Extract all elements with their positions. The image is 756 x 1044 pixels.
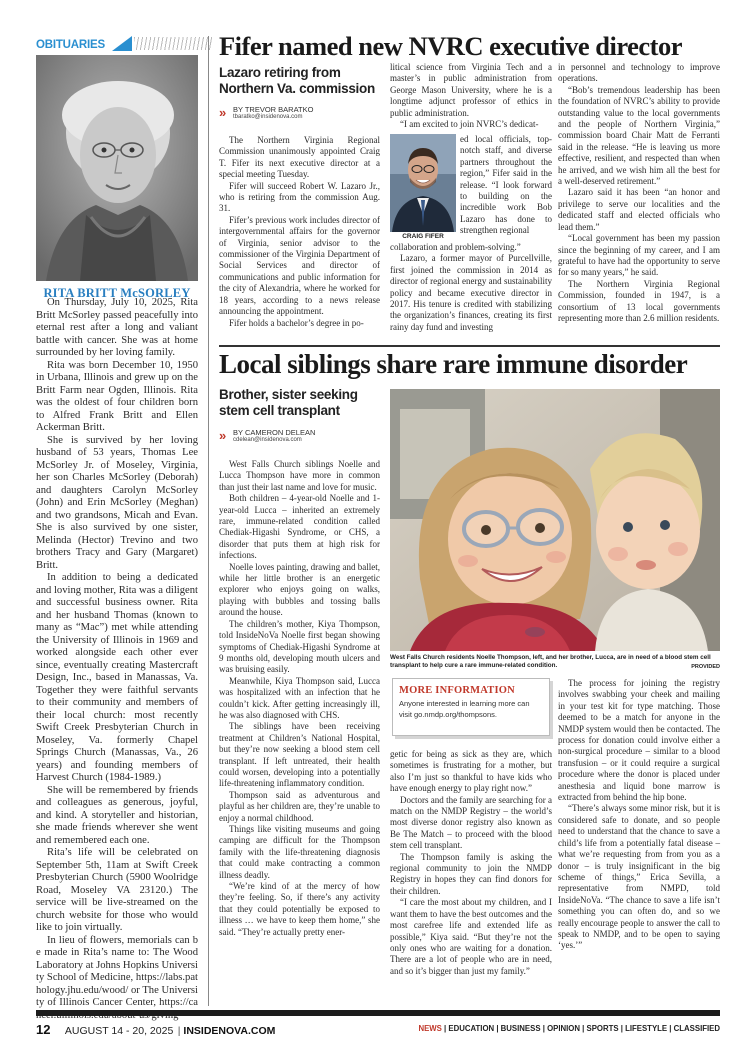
footer	[36, 1021, 720, 1039]
obituary-paragraph: She will be remembered by friends and colleagues as generous, joyful, and kind. A storyteller and historian, she made friends wherever she went and remembered each one.	[36, 784, 198, 846]
story1-paragraph: ed local officials, top-notch staff, and diverse partners throughout the region,” Fifer said in the release. “I look forward to building on the incredible work Bob Lazaro has done to strengthen regional	[460, 134, 552, 236]
story1-paragraph: collaboration and problem-solving.”	[390, 242, 521, 252]
obituary-portrait	[36, 55, 198, 281]
story1-col2-wrap	[460, 134, 552, 237]
story1-email[interactable]: tbaratko@insidenova.com	[233, 114, 303, 120]
craig-fifer-photo	[390, 134, 456, 232]
photo-credit: PROVIDED	[691, 664, 720, 670]
nav-business[interactable]: BUSINESS	[500, 1024, 541, 1033]
story2-email[interactable]: cdelean@insidenova.com	[233, 437, 302, 443]
craig-fifer-caption: CRAIG FIFER	[402, 233, 444, 240]
nav-classified[interactable]: CLASSIFIED	[673, 1024, 720, 1033]
story-separator	[219, 345, 720, 347]
obituaries-triangle-icon	[112, 36, 132, 51]
story2-paragraph: Meanwhile, Kiya Thompson said, Lucca was hospitalized with an infection that he couldn’t kick. After getting increasingly ill, he was also diagnosed with CHS.	[219, 675, 380, 720]
story1-paragraph: litical science from Virginia Tech and a master’s in public administration from George Mason University, where he is a longtime adjunct professor of ethics in public administration.	[390, 62, 552, 118]
story2-paragraph: The process for joining the registry involves swabbing your cheek and mailing in your test kit for type matching. Those deemed to be a match for anyone in the NMDP system would then be contacted. The process for donation could involve either a non-surgical procedure – similar to a blood transfusion – or it could require a surgical procedure where the donor is placed under anesthesia and liquid bone marrow is extracted from behind the hip bone.	[558, 678, 720, 803]
more-info-box	[392, 678, 550, 736]
obituary-paragraph: On Thursday, July 10, 2025, Rita Britt McSorley passed peacefully into eternal rest after a long and valiant battle with cancer. She was at home surrounded by her loving family.	[36, 297, 198, 358]
story1-col1	[219, 135, 380, 329]
more-info-text[interactable]: Anyone interested in learning more can visit go.nmdp.org/thompsons.	[399, 699, 530, 719]
story2-paragraph: The Thompson family is asking the regional community to join the NMDP Registry in hopes they can find donors for their children.	[390, 851, 552, 896]
story1-paragraph: The Northern Virginia Regional Commission unanimously appointed Craig T. Fifer its next executive director at a special meeting Tuesday.	[219, 135, 380, 180]
story2-headline: Local siblings share rare immune disorder	[219, 349, 688, 379]
obituary-paragraph: In addition to being a dedicated and loving mother, Rita was a diligent and successful business owner. Rita and her husband Thomas (known to many as “Mac”) met while attending the University of Illinois in 1969 and worked alongside each other ever since, eventually creating Mastercraft Design, Inc., based in Manassas, Va. Together they were faithful servants to their community and members of their local church: most recently Swift Creek Presbyterian Church in Moseley, Va. formerly Chapel Springs Church (Manassas, Va., 26 years) and founding members of Harvest Church (1984-1989.)	[36, 572, 198, 783]
story2-byline-text: BY CAMERON DELEAN	[233, 428, 316, 437]
story2-paragraph: “There’s always some minor risk, but it is considered safe to donate, and so people need to understand that the chance to save a child’s life from a potentially fatal disease – what we’re requesting from from you as a donor – is truly insignificant in the big scheme of things,” Erica Sevilla, a representative from NMPD, told InsideNoVa. “The chance to save a life isn’t something you can often do, and so we really encourage people to answer the call to speak to NMDP, and to be open to saying ‘yes.’”	[558, 803, 720, 951]
byline-chevron-icon: »	[219, 105, 227, 120]
story2-paragraph: Both children – 4-year-old Noelle and 1-year-old Lucca – inherited an extremely rare, immune-related condition called Chediak-Higashi Syndrome, or CHS, a disorder that puts them at high risk for infections.	[219, 493, 380, 561]
story1-paragraph: Lazaro said it has been “an honor and privilege to serve our localities and the dedicated staff and elected officials who lead them.”	[558, 187, 720, 232]
story2-byline	[219, 428, 379, 443]
obituary-name-text: RITA BRITT McSORLEY	[43, 286, 191, 300]
footer-rule	[36, 1010, 720, 1016]
obituary-paragraph: Rita was born December 10, 1950 in Urbana, Illinois and grew up on the Britt Farm near Ogden, Illinois. Rita was the oldest of four children born to Alfred Frank Britt and Ellen Ackerman Britt.	[36, 359, 198, 433]
nav-news[interactable]: NEWS	[418, 1024, 442, 1033]
nav-sports[interactable]: SPORTS	[586, 1024, 619, 1033]
story2-paragraph: West Falls Church siblings Noelle and Lucca Thompson have more in common than just their last name and love for music.	[219, 459, 380, 492]
story1-paragraph: Fifer will succeed Robert W. Lazaro Jr., who is retiring from the commission Aug. 31.	[219, 180, 380, 214]
story1-subhead: Lazaro retiring from Northern Va. commission	[219, 65, 375, 96]
site-name[interactable]: INSIDENOVA.COM	[183, 1025, 276, 1037]
story1-paragraph: in personnel and technology to improve operations.	[558, 62, 720, 84]
story1-col3	[558, 62, 720, 324]
story2-paragraph: “I care the most about my children, and I want them to have the best outcomes and the most carefree life and extended life as possible,” Kiya said. “But they’re not the only ones who are waiting for a donation. There are a lot of people who are in need, and so it’s bigger than just my family.”	[390, 897, 552, 976]
obituaries-hatch-decoration	[134, 37, 212, 50]
story1-paragraph: Fifer holds a bachelor’s degree in po-	[229, 317, 364, 328]
story2-paragraph: Noelle loves painting, drawing and ballet, while her little brother is an energetic explorer who enjoys going on walks, playing with bubbles and tossing balls around the house.	[219, 561, 380, 618]
section-nav: NEWS | EDUCATION | BUSINESS | OPINION | SPORTS | LIFESTYLE | CLASSIFIED	[418, 1024, 720, 1033]
story2-paragraph: getic for being as sick as they are, which sometimes is frustrating for a mother, but also I’m just so thankful to have kids who have enough energy to play right now.”	[390, 749, 552, 794]
story1-paragraph: “I am excited to join NVRC’s dedicat-	[400, 119, 539, 130]
story1-paragraph: “Bob’s tremendous leadership has been the foundation of NVRC’s ability to provide outstanding value to the local governments and the people of Northern Virginia,” commission board Chair Matt de Ferranti said in the release. “He is leaving us more effective, resilient, and respected than when he arrived, and we wish him all the best for a well-deserved retirement.”	[558, 84, 720, 187]
obituary-paragraph: Rita’s life will be celebrated on September 5th, 11am at Swift Creek Presbyterian Church (5900 Woolridge Road, Moseley VA 23120.) The service will be live-streamed on the church website for those who would like to join virtually.	[36, 847, 198, 933]
siblings-photo	[390, 389, 720, 651]
obituary-paragraph: She is survived by her loving husband of 53 years, Thomas Lee McSorley Jr. of Moseley, Virginia, her son Charles McSorley (Deborah) and daughters Carolyn McSorley (John) and Erin McSorley (Meghan) and two grandsons, Micah and Evan. She is also survived by one sister, Melinda (Hector) Trevino and two brothers Tracy and Gary (Margaret) Britt.	[36, 434, 198, 571]
story1-paragraph: Fifer’s previous work includes director of intergovernmental affairs for the governor of Virginia, senior advisor to the commissioner of the Virginia Department of Social Services and director of communications and public information for the city of Alexandria, where he worked for 18 years, according to a news release announcing the appointment.	[219, 214, 380, 317]
story2-col1	[219, 459, 380, 938]
story1-paragraph: The Northern Virginia Regional Commission, founded in 1947, is a consortium of 13 local governments representing more than 2.6 million residents.	[558, 278, 720, 323]
issue-date: AUGUST 14 - 20, 2025	[64, 1025, 174, 1037]
nav-lifestyle[interactable]: LIFESTYLE	[625, 1024, 668, 1033]
story1-headline: Fifer named new NVRC executive director	[219, 31, 683, 61]
story2-paragraph: Thompson said as adventurous and playful as her children are, they’re unable to enjoy a normal childhood.	[219, 789, 380, 823]
story1-byline-text: BY TREVOR BARATKO	[233, 105, 314, 114]
obituaries-label-text: OBITUARIES	[36, 39, 105, 51]
siblings-caption-text: West Falls Church residents Noelle Thompson, left, and her brother, Lucca, are in need of a blood stem cell transplant to help cure a rare immune-related condition.	[390, 654, 711, 669]
story1-col2-bottom	[390, 242, 552, 333]
story2-paragraph: Doctors and the family are searching for a match on the NMDP Registry – the world’s most diverse donor registry also known as Be The Match – to proceed with the blood stem cell transplant.	[390, 794, 552, 851]
obituaries-label	[36, 35, 108, 51]
story2-paragraph: The children’s mother, Kiya Thompson, told InsideNoVa Noelle first began showing symptoms of Chediak-Higashi Syndrome at 9 months old, developing mouth ulcers and was bruising easily.	[219, 618, 380, 675]
nav-education[interactable]: EDUCATION	[448, 1024, 495, 1033]
more-info-title: MORE INFORMATION	[399, 685, 515, 696]
story2-subhead: Brother, sister seeking stem cell transplant	[219, 387, 358, 418]
page-number: 12	[36, 1022, 51, 1037]
story2-paragraph: Things like visiting museums and going camping are difficult for the Thompson family with the life-threatening diagnosis that could make contracting a common illness deadly.	[219, 824, 380, 880]
siblings-photo-caption	[390, 654, 720, 671]
nav-opinion[interactable]: OPINION	[547, 1024, 580, 1033]
column-divider	[208, 36, 209, 1006]
story1-byline	[219, 105, 379, 120]
story1-col2-top	[390, 62, 552, 130]
obituary-paragraph: In lieu of flowers, memorials can be made in Rita’s name to: The Wood Laboratory at Johns Hopkins University School of Medicine, https://labs.pathology.jhu.edu/wood/ or The University of Illinois Cancer Center, https://ca	[36, 934, 198, 1008]
story2-paragraph: “We’re kind of at the mercy of how they’re feeling. So, if there’s any activity that they could potentially be exposed to illness … we have to keep them home,” she said. “They’re actually pretty ener-	[219, 881, 380, 937]
byline-chevron-icon: »	[219, 428, 227, 443]
footer-divider: |	[177, 1025, 184, 1037]
story2-col3	[558, 678, 720, 952]
story1-paragraph: Lazaro, a former mayor of Purcellville, first joined the commission in 2014 as director of regional energy and sustainability policy and became executive director in 2017. His tenure is credited with stabilizing the organization’s finances, creating its first rainy day fund and investing	[390, 253, 552, 332]
story2-paragraph: The siblings have been receiving treatment at Children’s National Hospital, but they’re now seeking a blood stem cell transplant. If left untreated, their health could worsen, developing into a potentially life-threatening inflammatory condition.	[219, 721, 380, 789]
story1-paragraph: “Local government has been my passion since the beginning of my career, and I am grateful to have had the opportunity to serve for so many years,” he said.	[558, 233, 720, 278]
story2-col2	[390, 749, 552, 977]
obituary-body	[36, 297, 198, 1022]
